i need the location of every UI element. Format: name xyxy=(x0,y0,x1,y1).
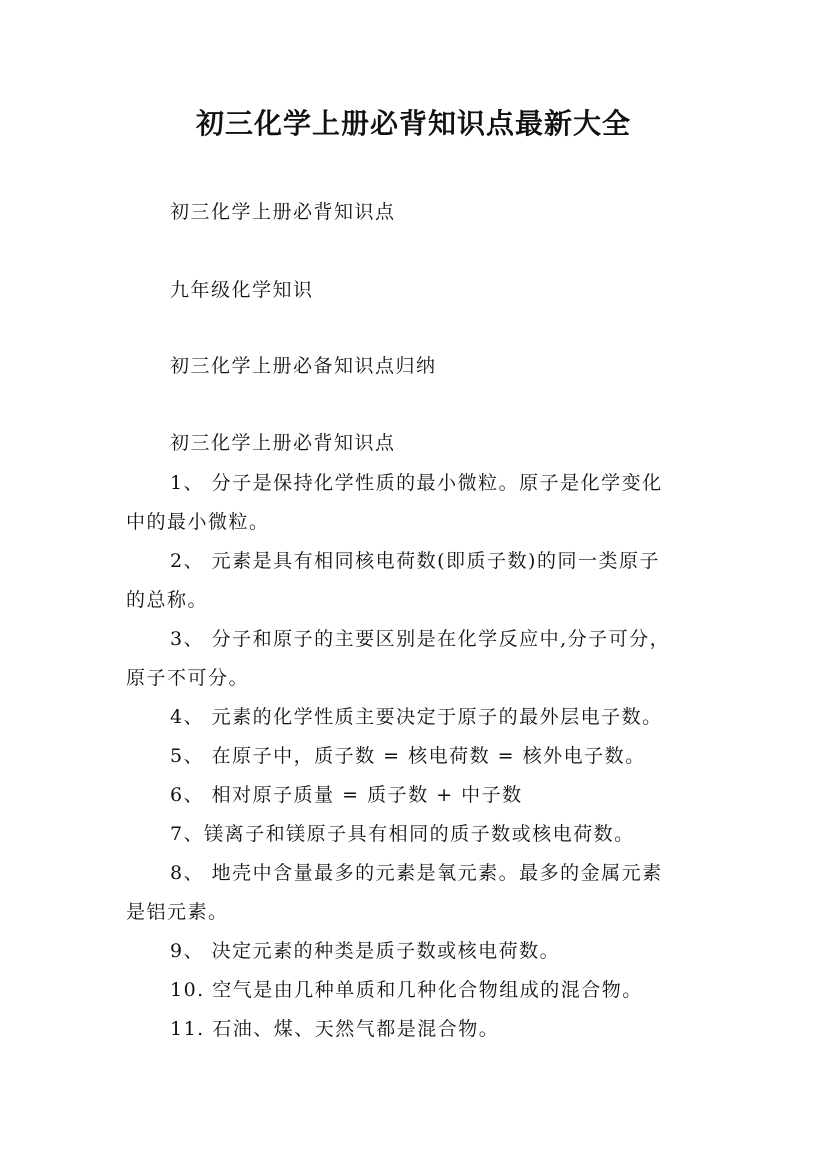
point-number: 4、 xyxy=(170,706,205,728)
point-1-line-1 xyxy=(170,468,770,498)
point-text: 镁离子和镁原子具有相同的质子数或核电荷数。 xyxy=(204,823,635,845)
point-text: 元素是具有相同核电荷数(即质子数)的同一类原子 xyxy=(204,550,660,572)
point-number: 6、 xyxy=(170,784,205,806)
point-9-line-1 xyxy=(170,936,770,966)
point-text: 分子是保持化学性质的最小微粒。原子是化学变化 xyxy=(204,472,663,494)
point-2-line-2: 的总称。 xyxy=(126,589,209,611)
point-number: 8、 xyxy=(170,862,205,884)
point-11-line-1 xyxy=(170,1014,770,1044)
point-text: 分子和原子的主要区别是在化学反应中,分子可分， xyxy=(204,628,671,650)
point-text: 元素的化学性质主要决定于原子的最外层电子数。 xyxy=(204,706,663,728)
point-10-line-1 xyxy=(170,975,770,1005)
point-4-line-1 xyxy=(170,702,770,732)
point-number: 11. xyxy=(170,1018,205,1040)
point-number: 5、 xyxy=(170,745,205,767)
point-text: 石油、煤、天然气都是混合物。 xyxy=(204,1018,500,1040)
point-text: 决定元素的种类是质子数或核电荷数。 xyxy=(204,940,561,962)
point-number: 10. xyxy=(170,979,205,1001)
point-number: 9、 xyxy=(170,940,205,962)
point-text: 在原子中，质子数 = 核电荷数 = 核外电子数。 xyxy=(204,745,646,767)
point-8-line-2: 是铝元素。 xyxy=(126,901,229,923)
section-heading: 初三化学上册必背知识点 xyxy=(170,432,396,454)
point-text: 地壳中含量最多的元素是氧元素。最多的金属元素 xyxy=(204,862,663,884)
point-6-line-1 xyxy=(170,780,770,810)
related-link-2[interactable]: 九年级化学知识 xyxy=(170,279,314,301)
point-number: 7、 xyxy=(170,823,205,845)
point-text: 空气是由几种单质和几种化合物组成的混合物。 xyxy=(204,979,643,1001)
point-3-line-1 xyxy=(170,624,770,654)
point-3-line-2: 原子不可分。 xyxy=(126,667,250,689)
point-1-line-2: 中的最小微粒。 xyxy=(126,511,270,533)
point-number: 2、 xyxy=(170,550,205,572)
point-text: 相对原子质量 = 质子数 + 中子数 xyxy=(204,784,523,806)
point-2-line-1 xyxy=(170,546,770,576)
related-link-1[interactable]: 初三化学上册必背知识点 xyxy=(170,201,396,223)
point-7-line-1 xyxy=(170,819,770,849)
point-number: 3、 xyxy=(170,628,205,650)
point-number: 1、 xyxy=(170,472,205,494)
point-5-line-1 xyxy=(170,741,770,771)
related-link-3[interactable]: 初三化学上册必备知识点归纳 xyxy=(170,355,437,377)
document-title: 初三化学上册必背知识点最新大全 xyxy=(195,107,631,140)
point-8-line-1 xyxy=(170,858,770,888)
